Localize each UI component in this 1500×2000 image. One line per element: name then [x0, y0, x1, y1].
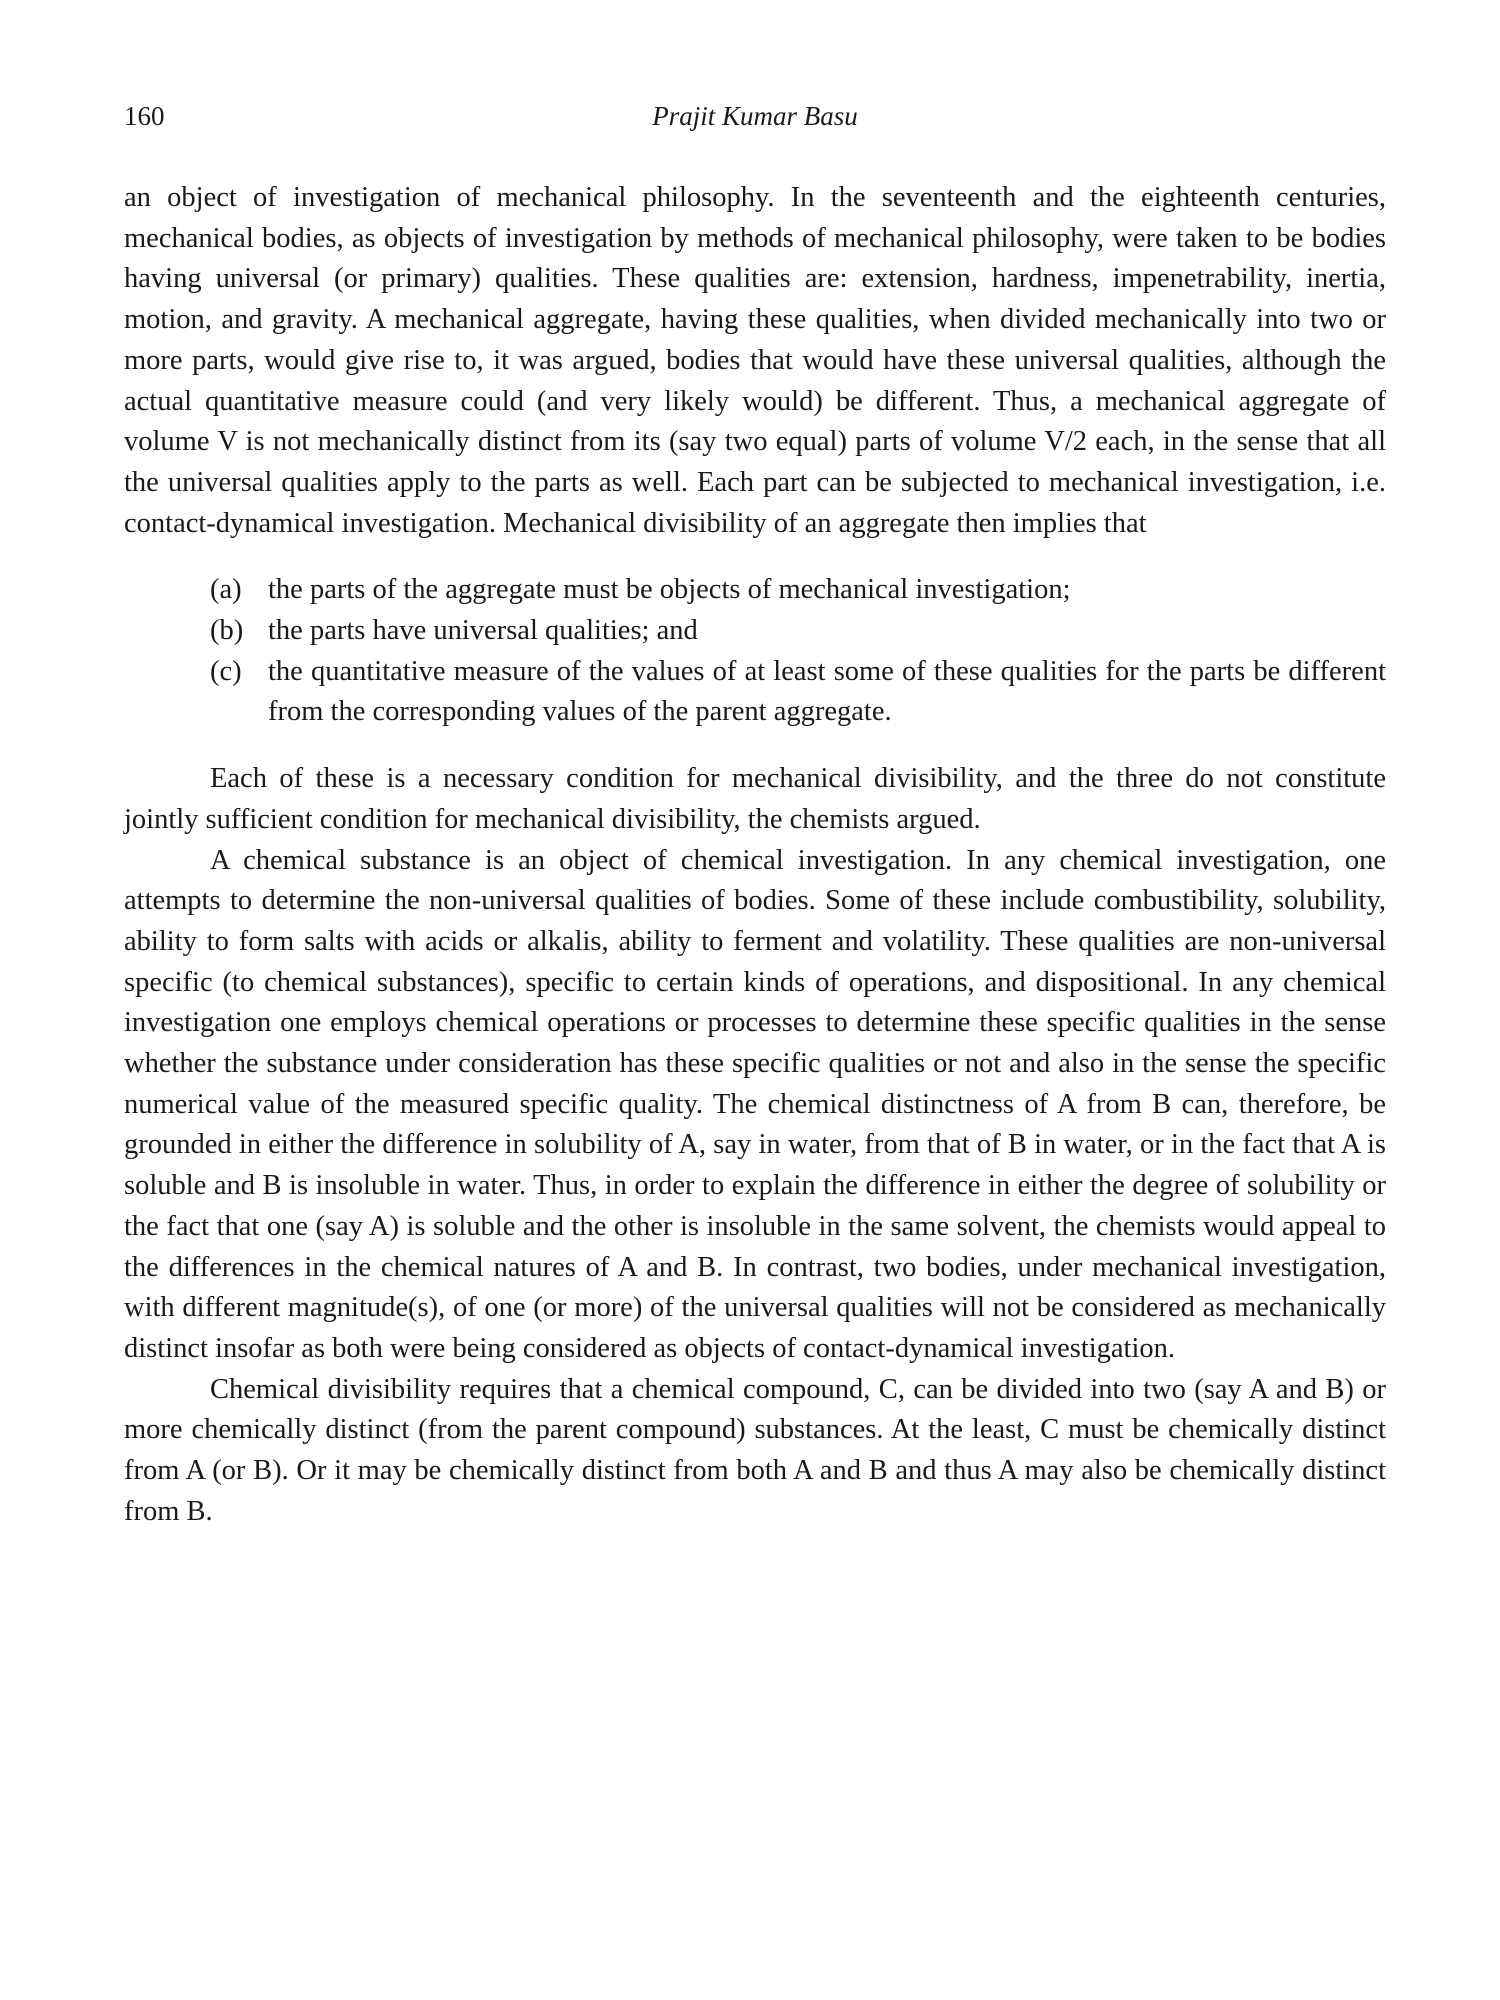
paragraph-chemical-substance: A chemical substance is an object of chemical investigation. In any chemical investigation, one attempts to determine the non-universal qualities of bodies. Some of these include combustibility, solubility, ability to form salts with acids or alkalis, ability to ferment and volatility. These qualities are non-universal specific (to chemical substances), specific to certain kinds of operations, and dispositional. In any chemical investigation one employs chemical operations or processes to determine these specific qualities in the sense whether the substance under consideration has these specific qualities or not and also in the sense the specific numerical value of the measured specific quality. The chemical distinctness of A from B can, therefore, be grounded in either the difference in solubility of A, say in water, from that of B in water, or in the fact that A is soluble and B is insoluble in water. Thus, in order to explain the difference in either the degree of solubility or the fact that one (say A) is soluble and the other is insoluble in the same solvent, the chemists would appeal to the differences in the chemical natures of A and B. In contrast, two bodies, under mechanical investigation, with different magnitude(s), of one (or more) of the universal qualities will not be considered as mechanically distinct insofar as both were being considered as objects of contact-dynamical investigation.	[124, 844, 1386, 1364]
paragraph-necessary-condition: Each of these is a necessary condition for mechanical divisibility, and the three do not constitute jointly sufficient condition for mechanical divisibility, the chemists argued.	[124, 763, 1386, 835]
paragraph-continued: an object of investigation of mechanical philosophy. In the seventeenth and the eighteenth centuries, mechanical bodies, as objects of investigation by methods of mechanical philosophy, were taken to be bodies having universal (or primary) qualities. These qualities are: extension, hardness, impenetrability, inertia, motion, and gravity. A mechanical aggregate, having these qualities, when divided mechanically into two or more parts, would give rise to, it was argued, bodies that would have these universal qualities, although the actual quantitative measure could (and very likely would) be different. Thus, a mechanical aggregate of volume V is not mechanically distinct from its (say two equal) parts of volume V/2 each, in the sense that all the universal qualities apply to the parts as well. Each part can be subjected to mechanical investigation, i.e. contact-dynamical investigation. Mechanical divisibility of an aggregate then implies that	[124, 182, 1386, 539]
condition-item	[210, 611, 1386, 652]
body-text	[124, 178, 1386, 1533]
condition-text: the quantitative measure of the values of at least some of these qualities for the parts be different from the corresponding values of the parent aggregate.	[268, 655, 1386, 728]
condition-marker: (a)	[210, 574, 242, 606]
running-head	[124, 96, 1386, 136]
condition-marker: (c)	[210, 655, 242, 687]
page-number: 160	[124, 101, 165, 131]
condition-item	[210, 570, 1386, 611]
conditions-list	[124, 570, 1386, 733]
paragraph-chemical-divisibility: Chemical divisibility requires that a chemical compound, C, can be divided into two (say A and B) or more chemically distinct (from the parent compound) substances. At the least, C must be chemically distinct from A (or B). Or it may be chemically distinct from both A and B and thus A may also be chemically distinct from B.	[124, 1373, 1386, 1527]
book-page	[124, 96, 1386, 1976]
condition-item	[210, 652, 1386, 733]
condition-text: the parts of the aggregate must be objects of mechanical investigation;	[268, 574, 1071, 606]
condition-text: the parts have universal qualities; and	[268, 615, 698, 647]
condition-marker: (b)	[210, 615, 244, 647]
running-title: Prajit Kumar Basu	[652, 101, 858, 131]
